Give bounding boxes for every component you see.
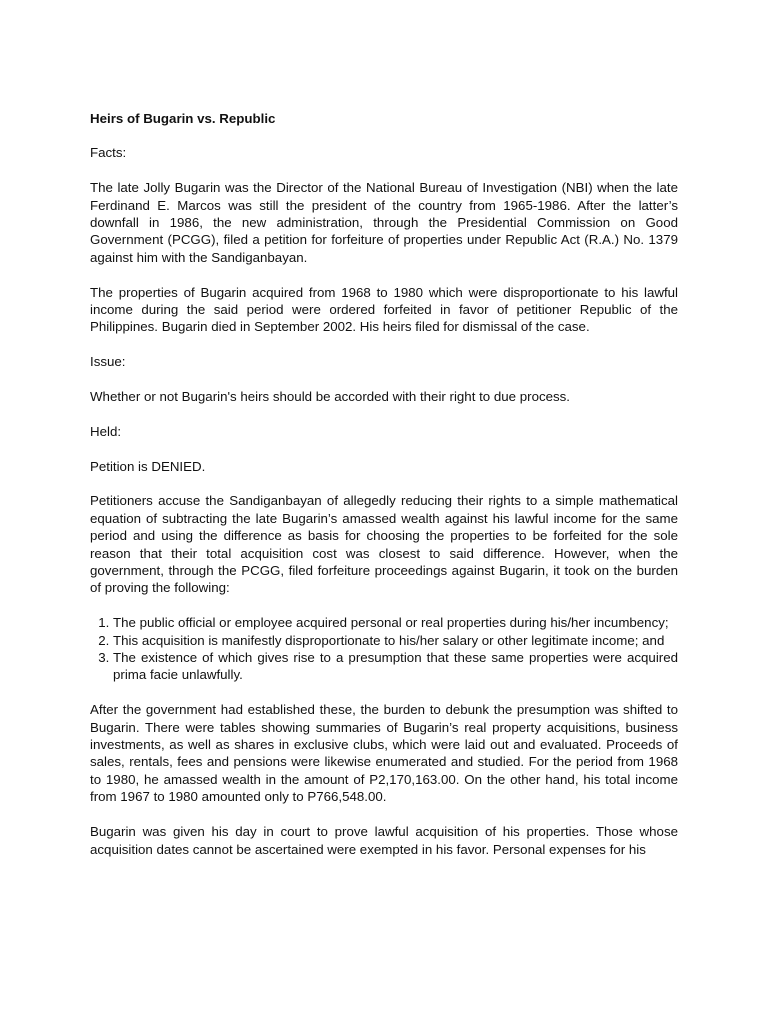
case-title: Heirs of Bugarin vs. Republic — [90, 111, 276, 126]
held-paragraph-2: After the government had established these, the burden to debunk the presumption was shifted to Bugarin. There were tables showing summaries of Bugarin’s real property acquisitions, business investments, as well as shares in exclusive clubs, which were laid out and evaluated. Proceeds of sales, rentals, fees and pensions were likewise enumerated and studied. For the period from 1968 to 1980, he amassed wealth in the amount of P2,170,163.00. On the other hand, his total income from 1967 to 1980 amounted only to P766,548.00. — [90, 702, 678, 805]
list-item: 1. The public official or employee acquired personal or real properties during his/her incumbency; — [113, 614, 678, 631]
facts-paragraph-2: The properties of Bugarin acquired from 1968 to 1980 which were disproportionate to his lawful income during the said period were ordered forfeited in favor of petitioner Republic of the Philippines. Bugarin died in September 2002. His heirs filed for dismissal of the case. — [90, 284, 678, 335]
held-heading: Held: — [90, 423, 122, 439]
list-item: 3. The existence of which gives rise to a presumption that these same properties were acquired prima facie unlawfully. — [113, 649, 678, 684]
issue-text: Whether or not Bugarin's heirs should be accorded with their right to due process. — [90, 389, 571, 405]
document-body — [90, 110, 678, 875]
burden-of-proof-list — [90, 614, 678, 684]
held-paragraph-1: Petitioners accuse the Sandiganbayan of allegedly reducing their rights to a simple mathematical equation of subtracting the late Bugarin’s amassed wealth against his lawful income for the same period and using the difference as basis for choosing the properties to be forfeited for the sole reason that their total acquisition cost was closest to said difference. However, when the government, through the PCGG, filed forfeiture proceedings against Bugarin, it took on the burden of proving the following: — [90, 493, 678, 596]
facts-paragraph-1: The late Jolly Bugarin was the Director of the National Bureau of Investigation (NBI) when the late Ferdinand E. Marcos was still the president of the country from 1965-1986. After the latter’s downfall in 1986, the new administration, through the Presidential Commission on Good Government (PCGG), filed a petition for forfeiture of properties under Republic Act (R.A.) No. 1379 against him with the Sandiganbayan. — [90, 180, 678, 265]
facts-heading: Facts: — [90, 145, 127, 161]
list-item: 2. This acquisition is manifestly disproportionate to his/her salary or other legitimate income; and — [113, 632, 678, 649]
held-paragraph-3: Bugarin was given his day in court to prove lawful acquisition of his properties. Those whose acquisition dates cannot be ascertained were exempted in his favor. Personal expenses for his — [90, 824, 678, 857]
issue-heading: Issue: — [90, 354, 126, 370]
held-result: Petition is DENIED. — [90, 458, 206, 474]
